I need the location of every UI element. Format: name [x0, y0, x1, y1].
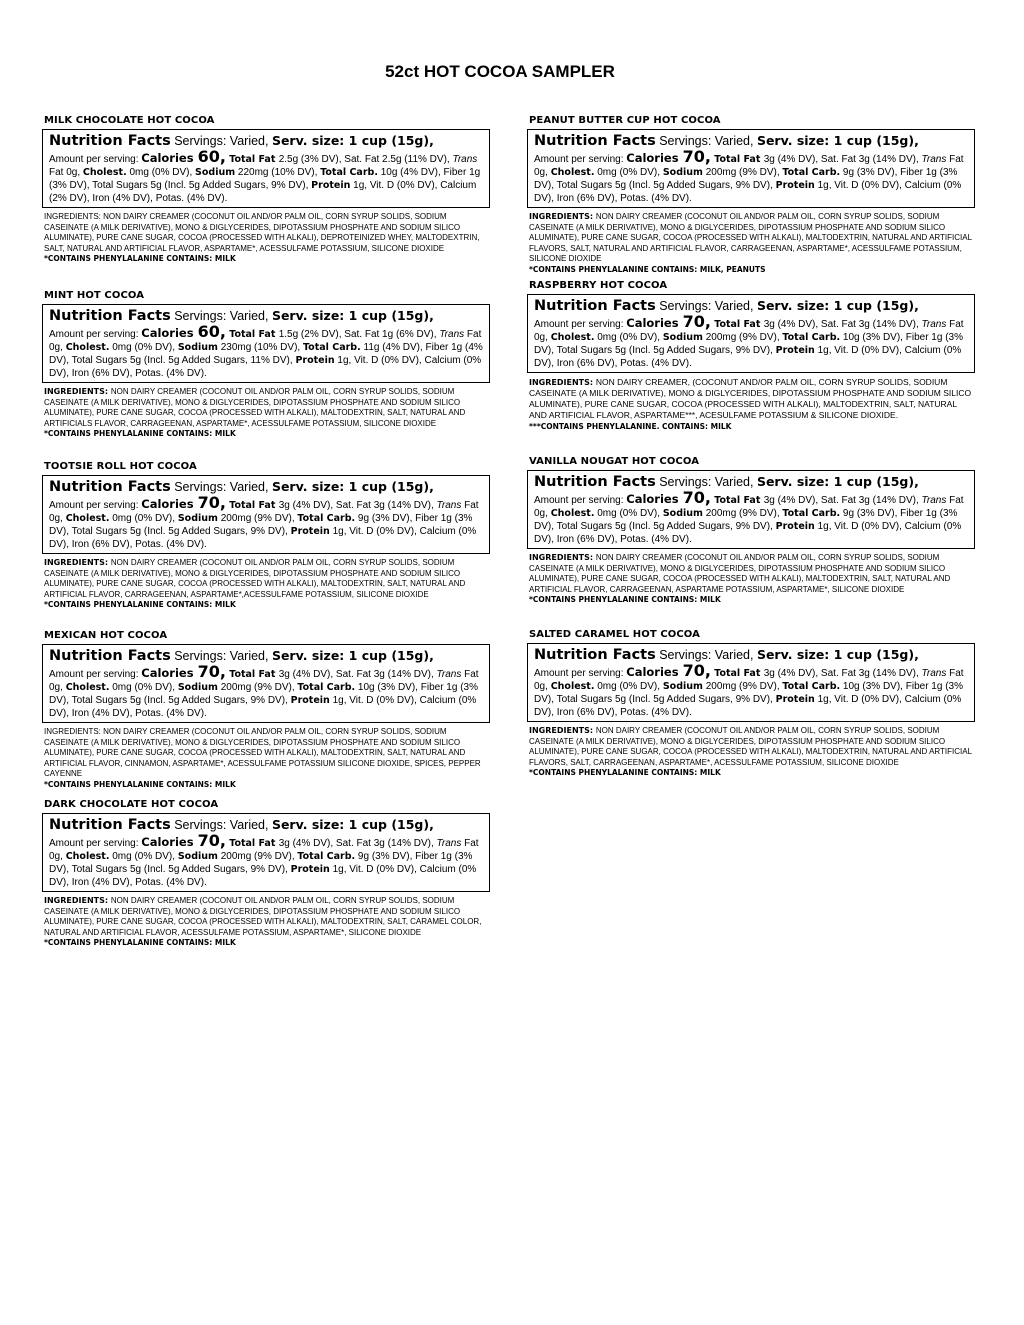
ingredients-text: NON DAIRY CREAMER (COCONUT OIL AND/OR PALM OIL, CORN SYRUP SOLIDS, SODIUM CASEINATE (A MILK DERIVATIVE), MONO & DIGLYCERIDES, DIPOTASSIUM PHOSPHATE AND SODIUM SILICO ALUMINATE), PURE CANE SUGAR, COCOA (PROCESSED WITH ALKALI), MALTODEXTRIN, NATURAL AND ARTIFICIAL FLAVORS, SALT, CARRAGEENAN, ASPARTAME*, ACESSULFAME POTASSIUM, SILICONE DIOXIDE — [529, 726, 972, 767]
ingredients — [529, 726, 975, 779]
total-fat-label: Total Fat — [225, 154, 279, 165]
sodium-value: 200mg (9% DV), — [702, 681, 783, 692]
ingredients — [44, 896, 490, 949]
nutrition-facts-body — [49, 493, 483, 551]
amount-label: Amount per serving: — [49, 329, 142, 340]
trans-label: Trans — [436, 500, 462, 511]
total-fat-label: Total Fat — [225, 329, 279, 340]
ingredients — [44, 212, 490, 265]
sodium-label: Sodium — [662, 167, 703, 178]
protein-label: Protein — [775, 180, 815, 191]
contains-statement: *CONTAINS PHENYLALANINE CONTAINS: MILK — [44, 779, 236, 789]
amount-label: Amount per serving: — [534, 154, 627, 165]
product-salted-caramel — [527, 629, 977, 779]
protein-value: 1g, Vit. D (0% DV), Calcium (0% DV), Iron (4% DV), Potas. (4% DV). — [49, 864, 477, 888]
servings-text: Servings: Varied, — [170, 134, 272, 148]
ingredients-label: INGREDIENTS: — [44, 896, 111, 905]
protein-label: Protein — [290, 695, 330, 706]
cholesterol-value: 0mg (0% DV), — [109, 513, 178, 524]
amount-label: Amount per serving: — [49, 669, 142, 680]
cholesterol-value: 0mg (0% DV), — [594, 508, 663, 519]
ingredients-label: INGREDIENTS: — [529, 212, 596, 221]
protein-label: Protein — [290, 526, 330, 537]
carb-value: 10g (3% DV), Fiber 1g (3% DV), Total Sugars 5g (Incl. 5g Added Sugars, 9% DV), — [534, 681, 963, 705]
total-fat-label: Total Fat — [710, 495, 764, 506]
calories-value: 70, — [682, 661, 711, 680]
calories-value: 70, — [682, 488, 711, 507]
nutrition-facts-body — [534, 488, 968, 546]
carb-value: 11g (4% DV), Fiber 1g (4% DV), Total Sugars 5g (Incl. 5g Added Sugars, 11% DV), — [49, 342, 483, 366]
servings-text: Servings: Varied, — [655, 134, 757, 148]
nutrition-facts-header — [49, 816, 483, 834]
calories-value: 70, — [682, 147, 711, 166]
nutrition-facts-title: Nutrition Facts — [534, 133, 656, 149]
ingredients-text: NON DAIRY CREAMER (COCONUT OIL AND/OR PALM OIL, CORN SYRUP SOLIDS, SODIUM CASEINATE (A MILK DERIVATIVE), MONO & DIGLYCERIDES, DIPOTASSIUM PHOSPHATE AND SODIUM SILICO ALUMINATE), PURE CANE SUGAR, COCOA (PROCESSED WITH ALKALI), MALTODEXTRIN, SALT, NATURAL AND ARTIFICIAL FLAVOR, CARRAGEENAN, ASPARTAME POTASSIUM, ASPARTAME*, SILICONE DIOXIDE — [529, 553, 951, 594]
cholesterol-value: 0mg (0% DV), — [594, 681, 663, 692]
contains-statement: *CONTAINS PHENYLALANINE CONTAINS: MILK — [44, 429, 236, 438]
cholesterol-label: Cholest. — [550, 508, 595, 519]
calories-label: Calories — [626, 492, 683, 506]
nutrition-facts-title: Nutrition Facts — [49, 479, 171, 495]
carb-value: 9g (3% DV), Fiber 1g (3% DV), Total Sugars 5g (Incl. 5g Added Sugars, 9% DV), — [534, 508, 958, 532]
sodium-value: 200mg (9% DV), — [217, 682, 298, 693]
calories-label: Calories — [141, 326, 198, 340]
sodium-label: Sodium — [177, 851, 218, 862]
nutrition-facts-header — [534, 132, 968, 150]
cholesterol-label: Cholest. — [65, 513, 110, 524]
trans-fat-value: Fat 0g, — [534, 154, 964, 178]
product-name: TOOTSIE ROLL HOT COCOA — [44, 461, 197, 472]
product-mexican — [42, 630, 492, 790]
protein-label: Protein — [311, 180, 351, 191]
carb-label: Total Carb. — [782, 167, 841, 178]
total-fat-value: 2.5g (3% DV), Sat. Fat 2.5g (11% DV), — [278, 154, 453, 165]
total-fat-value: 3g (4% DV), Sat. Fat 3g (14% DV), — [763, 495, 922, 506]
protein-value: 1g, Vit. D (0% DV), Calcium (0% DV), Iron (6% DV), Potas. (4% DV). — [49, 355, 482, 379]
product-name: MEXICAN HOT COCOA — [44, 630, 168, 641]
nutrition-facts-box — [527, 643, 975, 722]
nutrition-facts-header — [49, 647, 483, 665]
product-name: PEANUT BUTTER CUP HOT COCOA — [529, 115, 721, 126]
trans-fat-value: Fat 0g, — [534, 495, 964, 519]
sodium-value: 200mg (9% DV), — [217, 851, 298, 862]
product-name: DARK CHOCOLATE HOT COCOA — [44, 799, 219, 810]
calories-value: 70, — [197, 662, 226, 681]
ingredients-text: NON DAIRY CREAMER, (COCONUT AND/OR PALM OIL, CORN SYRUP SOLIDS, SODIUM CASEINATE (A MILK DERIVATIVE), MONO & DIGLYCERIDES, DIPOTASSIUM PHOSPHATE AND SODIUM SILICO ALUMINATE), PURE CANE SUGAR, COCOA (PROCESSED WITH ALKALI), MALTODEXTRIN, SALT, NATURAL AND ARTIFICIAL FLAVOR, ASPARTAME***, ACESULFAME POTASSIUM & SILICONE DIOXIDE. — [529, 377, 972, 420]
total-fat-label: Total Fat — [710, 154, 764, 165]
total-fat-label: Total Fat — [710, 319, 764, 330]
product-raspberry — [527, 280, 977, 432]
sodium-label: Sodium — [195, 167, 236, 178]
trans-label: Trans — [921, 668, 947, 679]
ingredients-text: NON DAIRY CREAMER (COCONUT OIL AND/OR PALM OIL, CORN SYRUP SOLIDS, SODIUM CASEINATE (A MILK DERIVATIVE), MONO & DIGLYCERIDES, DIPOTASSIUM PHOSPHATE AND SODIUM SILICO ALUMINATE), PURE CANE SUGAR, COCOA (PROCESSED WITH ALKALI), MALTODEXTRIN, NATURAL AND ARTIFICIAL FLAVORS, SALT, NATURAL AND ARTIFICIAL FLAVOR, CARRAGEENAN, ASPARTAME*, ACESSULFAME POTASSIUM, SILICONE DIOXIDE — [529, 212, 972, 263]
cholesterol-label: Cholest. — [82, 167, 127, 178]
nutrition-facts-header — [534, 473, 968, 491]
total-fat-label: Total Fat — [225, 669, 279, 680]
ingredients — [44, 387, 490, 440]
sodium-value: 200mg (9% DV), — [702, 167, 783, 178]
calories-value: 60, — [197, 147, 226, 166]
product-name: VANILLA NOUGAT HOT COCOA — [529, 456, 700, 467]
ingredients-label: INGREDIENTS: — [529, 553, 596, 562]
protein-value: 1g, Vit. D (0% DV), Calcium (0% DV), Iron (6% DV), Potas. (4% DV). — [534, 694, 962, 718]
product-peanut-butter-cup — [527, 115, 977, 275]
cholesterol-value: 0mg (0% DV), — [109, 682, 178, 693]
ingredients — [529, 377, 975, 432]
carb-value: 10g (4% DV), Fiber 1g (3% DV), Total Sugars 5g (Incl. 5g Added Sugars, 9% DV), — [49, 167, 481, 191]
protein-value: 1g, Vit. D (0% DV), Calcium (0% DV), Iron (4% DV), Potas. (4% DV). — [49, 695, 477, 719]
carb-value: 10g (3% DV), Fiber 1g (3% DV), Total Sugars 5g (Incl. 5g Added Sugars, 9% DV), — [49, 682, 478, 706]
total-fat-value: 1.5g (2% DV), Sat. Fat 1g (6% DV), — [278, 329, 440, 340]
calories-label: Calories — [141, 497, 198, 511]
calories-value: 60, — [197, 322, 226, 341]
servings-text: Servings: Varied, — [655, 475, 757, 489]
nutrition-facts-body — [534, 661, 968, 719]
carb-label: Total Carb. — [782, 332, 841, 343]
sodium-label: Sodium — [662, 508, 703, 519]
protein-label: Protein — [295, 355, 335, 366]
total-fat-label: Total Fat — [710, 668, 764, 679]
calories-label: Calories — [626, 316, 683, 330]
carb-value: 9g (3% DV), Fiber 1g (3% DV), Total Sugars 5g (Incl. 5g Added Sugars, 9% DV), — [49, 513, 473, 537]
trans-label: Trans — [921, 319, 947, 330]
carb-label: Total Carb. — [320, 167, 378, 178]
trans-fat-value: Fat 0g, — [49, 500, 479, 524]
cholesterol-label: Cholest. — [65, 851, 110, 862]
amount-label: Amount per serving: — [534, 668, 627, 679]
cholesterol-label: Cholest. — [550, 167, 595, 178]
serving-size: Serv. size: 1 cup (15g), — [756, 647, 919, 662]
carb-value: 9g (3% DV), Fiber 1g (3% DV), Total Sugars 5g (Incl. 5g Added Sugars, 9% DV), — [49, 851, 473, 875]
nutrition-facts-header — [534, 646, 968, 664]
ingredients-label: INGREDIENTS: — [529, 726, 596, 735]
calories-label: Calories — [141, 835, 198, 849]
serving-size: Serv. size: 1 cup (15g), — [271, 133, 434, 148]
nutrition-facts-box — [42, 475, 490, 554]
serving-size: Serv. size: 1 cup (15g), — [271, 479, 434, 494]
nutrition-facts-box — [42, 813, 490, 892]
ingredients-text: INGREDIENTS: NON DAIRY CREAMER (COCONUT OIL AND/OR PALM OIL, CORN SYRUP SOLIDS, SODIUM CASEINATE (A MILK DERIVATIVE), MONO & DIGLYCERIDES, DIPOTASSIUM PHOSPHATE AND SODIUM SILICO ALUMINATE), PURE CANE SUGAR, COCOA (PROCESSED WITH ALKALI), MALTODEXTRIN, SALT, NATURAL AND ARTIFICIAL FLAVOR, CINNAMON, ASPARTAME*, ACESSULFAME POTASSIUM SILICONE DIOXIDE, SPICES, PEPPER CAYENNE — [44, 727, 481, 778]
protein-value: 1g, Vit. D (0% DV), Calcium (0% DV), Iron (6% DV), Potas. (4% DV). — [534, 345, 962, 369]
serving-size: Serv. size: 1 cup (15g), — [756, 298, 919, 313]
trans-label: Trans — [452, 154, 478, 165]
nutrition-facts-body — [49, 831, 483, 889]
cholesterol-value: 0mg (0% DV), — [594, 332, 663, 343]
nutrition-facts-title: Nutrition Facts — [49, 308, 171, 324]
nutrition-facts-title: Nutrition Facts — [49, 133, 171, 149]
sodium-label: Sodium — [662, 681, 703, 692]
product-name: RASPBERRY HOT COCOA — [529, 280, 668, 291]
carb-label: Total Carb. — [297, 851, 356, 862]
amount-label: Amount per serving: — [49, 154, 142, 165]
serving-size: Serv. size: 1 cup (15g), — [271, 817, 434, 832]
cholesterol-label: Cholest. — [65, 342, 110, 353]
ingredients-text: NON DAIRY CREAMER (COCONUT OIL AND/OR PALM OIL, CORN SYRUP SOLIDS, SODIUM CASEINATE (A MILK DERIVATIVE), MONO & DIGLYCERIDES, DIPOTASSIUM PHOSPHATE AND SODIUM SILICO ALUMINATE), PURE CANE SUGAR, COCOA (PROCESSED WITH ALKALI), MALTODEXTRIN, SALT, CARAMEL COLOR, NATURAL AND ARTIFICIAL FLAVOR, ACESSULFAME POTASSIUM, ASPARTAME*, SILICONE DIOXIDE — [44, 896, 482, 937]
nutrition-facts-title: Nutrition Facts — [534, 647, 656, 663]
protein-value: 1g, Vit. D (0% DV), Calcium (2% DV), Iron (4% DV), Potas. (4% DV). — [49, 180, 477, 204]
product-name: MINT HOT COCOA — [44, 290, 145, 301]
amount-label: Amount per serving: — [534, 495, 627, 506]
calories-label: Calories — [141, 666, 198, 680]
total-fat-label: Total Fat — [225, 838, 279, 849]
product-vanilla-nougat — [527, 456, 977, 606]
contains-statement: *CONTAINS PHENYLALANINE CONTAINS: MILK — [44, 600, 236, 609]
total-fat-value: 3g (4% DV), Sat. Fat 3g (14% DV), — [278, 500, 437, 511]
calories-label: Calories — [626, 151, 683, 165]
trans-label: Trans — [436, 838, 462, 849]
serving-size: Serv. size: 1 cup (15g), — [271, 648, 434, 663]
ingredients-label: INGREDIENTS: — [44, 558, 111, 567]
serving-size: Serv. size: 1 cup (15g), — [756, 474, 919, 489]
total-fat-value: 3g (4% DV), Sat. Fat 3g (14% DV), — [763, 668, 922, 679]
nutrition-facts-body — [49, 662, 483, 720]
ingredients-label: INGREDIENTS: — [44, 387, 111, 396]
amount-label: Amount per serving: — [534, 319, 627, 330]
trans-label: Trans — [436, 669, 462, 680]
total-fat-value: 3g (4% DV), Sat. Fat 3g (14% DV), — [278, 669, 437, 680]
page-title: 52ct HOT COCOA SAMPLER — [385, 62, 615, 81]
trans-fat-value: Fat 0g, — [49, 838, 479, 862]
carb-label: Total Carb. — [297, 513, 356, 524]
nutrition-facts-header — [534, 297, 968, 315]
nutrition-facts-body — [49, 322, 483, 380]
trans-fat-value: Fat 0g, — [49, 329, 482, 353]
amount-label: Amount per serving: — [49, 838, 142, 849]
nutrition-facts-title: Nutrition Facts — [534, 298, 656, 314]
servings-text: Servings: Varied, — [170, 649, 272, 663]
trans-fat-value: Fat 0g, — [534, 668, 964, 692]
servings-text: Servings: Varied, — [170, 480, 272, 494]
calories-label: Calories — [626, 665, 683, 679]
ingredients — [529, 212, 975, 275]
ingredients-label: INGREDIENTS: — [529, 378, 596, 387]
nutrition-facts-box — [527, 294, 975, 373]
protein-label: Protein — [775, 694, 815, 705]
sodium-value: 220mg (10% DV), — [235, 167, 321, 178]
product-name: MILK CHOCOLATE HOT COCOA — [44, 115, 215, 126]
cholesterol-value: 0mg (0% DV), — [109, 342, 178, 353]
product-milk-chocolate — [42, 115, 492, 265]
trans-label: Trans — [439, 329, 465, 340]
nutrition-facts-title: Nutrition Facts — [49, 648, 171, 664]
product-mint — [42, 290, 492, 440]
nutrition-facts-box — [42, 644, 490, 723]
cholesterol-label: Cholest. — [550, 332, 595, 343]
protein-label: Protein — [775, 521, 815, 532]
trans-fat-value: Fat 0g, — [49, 167, 83, 178]
contains-statement: *CONTAINS PHENYLALANINE CONTAINS: MILK — [44, 938, 236, 947]
protein-value: 1g, Vit. D (0% DV), Calcium (0% DV), Iron (6% DV), Potas. (4% DV). — [534, 180, 962, 204]
calories-label: Calories — [141, 151, 198, 165]
servings-text: Servings: Varied, — [170, 818, 272, 832]
protein-label: Protein — [290, 864, 330, 875]
sodium-value: 230mg (10% DV), — [217, 342, 303, 353]
cholesterol-value: 0mg (0% DV), — [594, 167, 663, 178]
total-fat-value: 3g (4% DV), Sat. Fat 3g (14% DV), — [763, 154, 922, 165]
nutrition-facts-title: Nutrition Facts — [49, 817, 171, 833]
carb-label: Total Carb. — [302, 342, 361, 353]
carb-value: 10g (3% DV), Fiber 1g (3% DV), Total Sugars 5g (Incl. 5g Added Sugars, 9% DV), — [534, 332, 963, 356]
carb-label: Total Carb. — [782, 681, 841, 692]
ingredients-text: NON DAIRY CREAMER (COCONUT OIL AND/OR PALM OIL, CORN SYRUP SOLIDS, SODIUM CASEINATE (A MILK DERIVATIVE), MONO & DIGLYCERIDES, DIPOTASSIUM PHOSPHATE AND SODIUM SILICO ALUMINATE), PURE CANE SUGAR, COCOA (PROCESSED WITH ALKALI), MALTODEXTRIN, SALT, NATURAL AND ARTIFICIAL FLAVOR, CARRAGEENAN, ASPARTAME*,ACESSULFAME POTASSIUM, SILICONE DIOXIDE — [44, 558, 466, 599]
protein-value: 1g, Vit. D (0% DV), Calcium (0% DV), Iron (6% DV), Potas. (4% DV). — [49, 526, 477, 550]
cholesterol-label: Cholest. — [550, 681, 595, 692]
cholesterol-value: 0mg (0% DV), — [126, 167, 196, 178]
nutrition-facts-header — [49, 132, 483, 150]
ingredients — [44, 558, 490, 611]
servings-text: Servings: Varied, — [655, 648, 757, 662]
carb-value: 9g (3% DV), Fiber 1g (3% DV), Total Sugars 5g (Incl. 5g Added Sugars, 9% DV), — [534, 167, 958, 191]
calories-value: 70, — [197, 831, 226, 850]
servings-text: Servings: Varied, — [170, 309, 272, 323]
cholesterol-label: Cholest. — [65, 682, 110, 693]
protein-label: Protein — [775, 345, 815, 356]
product-name: SALTED CARAMEL HOT COCOA — [529, 629, 700, 640]
trans-label: Trans — [921, 495, 947, 506]
ingredients — [44, 727, 490, 790]
cholesterol-value: 0mg (0% DV), — [109, 851, 178, 862]
carb-label: Total Carb. — [297, 682, 356, 693]
nutrition-facts-body — [49, 147, 483, 205]
contains-statement: *CONTAINS PHENYLALANINE CONTAINS: MILK — [529, 768, 721, 777]
nutrition-facts-header — [49, 307, 483, 325]
sodium-value: 200mg (9% DV), — [702, 332, 783, 343]
ingredients-text: INGREDIENTS: NON DAIRY CREAMER (COCONUT OIL AND/OR PALM OIL, CORN SYRUP SOLIDS, SODIUM CASEINATE (A MILK DERIVATIVE), MONO & DIGLYCERIDES, DIPOTASSIUM PHOSPHATE AND SODIUM SILICO ALUMINATE), PURE CANE SUGAR, COCOA (PROCESSED WITH ALKALI), DEPROTEINIZED WHEY, MALTODEXTRIN, SALT, NATURAL AND ARTIFICIAL FLAVOR, ASPARTAME*, ACESSULFAME POTASSIUM, SILICONE DIOXIDE — [44, 212, 480, 253]
total-fat-value: 3g (4% DV), Sat. Fat 3g (14% DV), — [278, 838, 437, 849]
nutrition-facts-box — [42, 129, 490, 208]
nutrition-facts-body — [534, 312, 968, 370]
product-dark-chocolate — [42, 799, 492, 949]
calories-value: 70, — [682, 312, 711, 331]
nutrition-facts-title: Nutrition Facts — [534, 474, 656, 490]
trans-fat-value: Fat 0g, — [534, 319, 964, 343]
servings-text: Servings: Varied, — [655, 299, 757, 313]
serving-size: Serv. size: 1 cup (15g), — [756, 133, 919, 148]
ingredients-text: NON DAIRY CREAMER (COCONUT OIL AND/OR PALM OIL, CORN SYRUP SOLIDS, SODIUM CASEINATE (A MILK DERIVATIVE), MONO & DIGLYCERIDES, DIPOTASSIUM PHOSPHATE AND SODIUM SILICO ALUMINATE), PURE CANE SUGAR, COCOA (PROCESSED WITH ALKALI), MALTODEXTRIN, SALT, NATURAL AND ARTIFICIALS FLAVOR, CARRAGEENAN, ASPARTAME*, ACESSULFAME POTASSIUM, SILICONE DIOXIDE — [44, 387, 466, 428]
contains-statement: *CONTAINS PHENYLALANINE CONTAINS: MILK, PEANUTS — [529, 264, 766, 274]
total-fat-label: Total Fat — [225, 500, 279, 511]
contains-statement: ***CONTAINS PHENYLALANINE. CONTAINS: MILK — [529, 422, 732, 431]
sodium-label: Sodium — [177, 342, 218, 353]
nutrition-facts-body — [534, 147, 968, 205]
nutrition-facts-header — [49, 478, 483, 496]
nutrition-facts-box — [527, 129, 975, 208]
trans-label: Trans — [921, 154, 947, 165]
contains-statement: *CONTAINS PHENYLALANINE CONTAINS: MILK — [529, 595, 721, 604]
sodium-label: Sodium — [177, 513, 218, 524]
contains-statement: *CONTAINS PHENYLALANINE CONTAINS: MILK — [44, 254, 236, 263]
nutrition-facts-box — [527, 470, 975, 549]
sodium-label: Sodium — [177, 682, 218, 693]
carb-label: Total Carb. — [782, 508, 841, 519]
sodium-value: 200mg (9% DV), — [702, 508, 783, 519]
protein-value: 1g, Vit. D (0% DV), Calcium (0% DV), Iron (6% DV), Potas. (4% DV). — [534, 521, 962, 545]
sodium-value: 200mg (9% DV), — [217, 513, 298, 524]
product-tootsie-roll — [42, 461, 492, 611]
serving-size: Serv. size: 1 cup (15g), — [271, 308, 434, 323]
trans-fat-value: Fat 0g, — [49, 669, 479, 693]
amount-label: Amount per serving: — [49, 500, 142, 511]
total-fat-value: 3g (4% DV), Sat. Fat 3g (14% DV), — [763, 319, 922, 330]
calories-value: 70, — [197, 493, 226, 512]
sodium-label: Sodium — [662, 332, 703, 343]
nutrition-facts-box — [42, 304, 490, 383]
ingredients — [529, 553, 975, 606]
